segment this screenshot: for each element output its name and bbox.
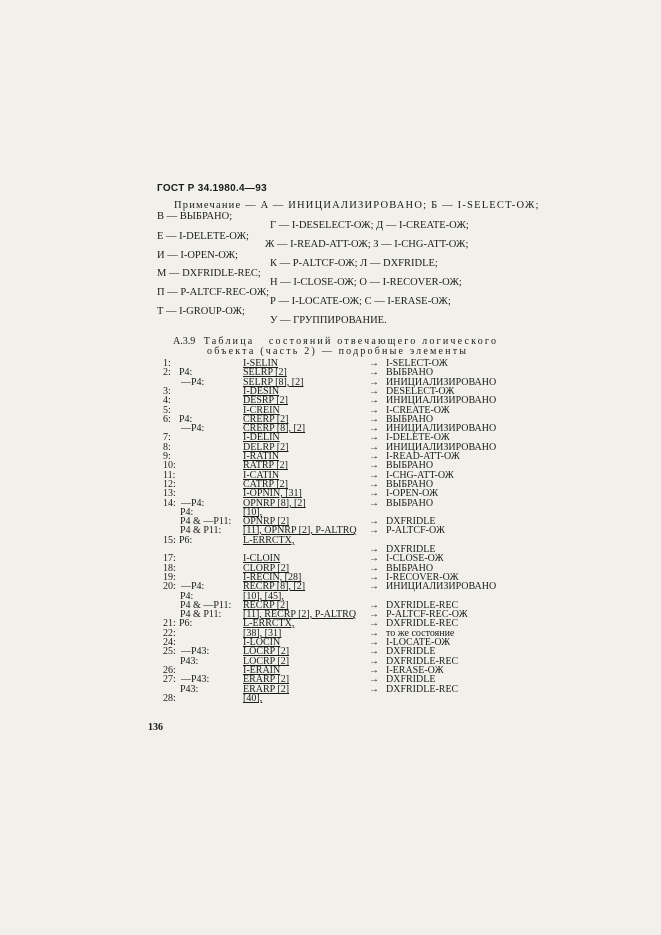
row-number: 10:: [163, 460, 176, 471]
row-condition: P4:: [180, 591, 194, 602]
arrow-icon: →: [369, 674, 379, 685]
note-line: К — P-ALTCF-ОЖ; Л — DXFRIDLE;: [270, 258, 438, 269]
row-event: LOCRP [2]: [243, 646, 290, 657]
row-event: I-RATIN: [243, 451, 280, 462]
arrow-icon: →: [369, 423, 379, 434]
row-event: I-SELIN: [243, 358, 278, 369]
note-line: И — I-OPEN-ОЖ;: [157, 250, 238, 261]
row-number: 13:: [163, 488, 176, 499]
row-condition: P4 & P11:: [180, 525, 222, 536]
row-event: CATRP [2]: [243, 479, 288, 490]
arrow-icon: →: [369, 377, 379, 388]
arrow-icon: →: [369, 544, 379, 555]
row-event: [11], RECRP [2], P-ALTRQ: [243, 609, 357, 620]
row-result: DXFRIDLE: [386, 674, 436, 685]
row-result: I-CHG-ATT-ОЖ: [386, 470, 454, 481]
table-row: [0, 554, 661, 564]
arrow-icon: →: [369, 572, 379, 583]
arrow-icon: →: [369, 637, 379, 648]
row-number: 4:: [163, 395, 171, 406]
row-number: 2:: [163, 367, 171, 378]
row-event: I-CREIN: [243, 405, 280, 416]
row-result: ИНИЦИАЛИЗИРОВАНО: [386, 423, 497, 434]
row-event: ERARP [2]: [243, 684, 290, 695]
row-event: L-ERRCTX,: [243, 535, 295, 546]
row-event: DESRP [2]: [243, 395, 288, 406]
row-number: 14:: [163, 498, 176, 509]
note-line: Г — I-DESELECT-ОЖ; Д — I-CREATE-ОЖ;: [270, 220, 469, 231]
row-condition: —P4:: [181, 377, 205, 388]
row-event: [10], [45],: [243, 591, 284, 602]
row-result: ИНИЦИАЛИЗИРОВАНО: [386, 377, 497, 388]
row-event: CRERP [2]: [243, 414, 289, 425]
table-row: [0, 526, 661, 536]
arrow-icon: →: [369, 367, 379, 378]
row-condition: —P4:: [181, 498, 205, 509]
row-event: I-LOCIN: [243, 637, 281, 648]
row-condition: P4:: [179, 414, 193, 425]
arrow-icon: →: [369, 405, 379, 416]
arrow-icon: →: [369, 395, 379, 406]
row-event: CRERP [8], [2]: [243, 423, 306, 434]
row-condition: P43:: [180, 656, 199, 667]
row-result: DXFRIDLE: [386, 544, 436, 555]
row-result: DXFRIDLE: [386, 516, 436, 527]
note-line: В — ВЫБРАНО;: [157, 211, 233, 222]
row-condition: P6:: [179, 535, 193, 546]
row-number: 12:: [163, 479, 176, 490]
arrow-icon: →: [369, 358, 379, 369]
table-row: [0, 396, 661, 406]
row-event: CLORP [2]: [243, 563, 290, 574]
page-number: 136: [148, 722, 163, 733]
row-event: [38], [31]: [243, 628, 282, 639]
table-caption-word: Таблица: [203, 336, 255, 347]
row-number: 21:: [163, 618, 176, 629]
row-result: ВЫБРАНО: [386, 460, 434, 471]
row-result: I-DELETE-ОЖ: [386, 432, 450, 443]
row-event: RECRP [2]: [243, 600, 289, 611]
row-number: 18:: [163, 563, 176, 574]
row-result: DXFRIDLE: [386, 646, 436, 657]
row-event: [10],: [243, 507, 263, 518]
arrow-icon: →: [369, 600, 379, 611]
arrow-icon: →: [369, 414, 379, 425]
row-number: 9:: [163, 451, 171, 462]
row-result: I-SELECT-ОЖ: [386, 358, 448, 369]
row-event: I-DELIN: [243, 432, 280, 443]
arrow-icon: →: [369, 470, 379, 481]
note-line: Е — I-DELETE-ОЖ;: [157, 231, 249, 242]
row-result: ИНИЦИАЛИЗИРОВАНО: [386, 581, 497, 592]
row-number: 7:: [163, 432, 171, 443]
row-condition: —P43:: [181, 646, 210, 657]
note-line: Р — I-LOCATE-ОЖ; С — I-ERASE-ОЖ;: [270, 296, 451, 307]
row-result: I-READ-ATT-ОЖ: [386, 451, 460, 462]
arrow-icon: →: [369, 479, 379, 490]
arrow-icon: →: [369, 516, 379, 527]
row-event: I-OPNIN, [31]: [243, 488, 302, 499]
arrow-icon: →: [369, 563, 379, 574]
row-condition: P4 & P11:: [180, 609, 222, 620]
note-line: Примечание — A — ИНИЦИАЛИЗИРОВАНО; Б — I-SELECT-ОЖ;: [174, 200, 540, 211]
arrow-icon: →: [369, 609, 379, 620]
row-result: I-CLOSE-ОЖ: [386, 553, 444, 564]
row-condition: —P43:: [181, 674, 210, 685]
row-result: ВЫБРАНО: [386, 367, 434, 378]
arrow-icon: →: [369, 525, 379, 536]
row-number: 8:: [163, 442, 171, 453]
row-result: DXFRIDLE-REC: [386, 684, 459, 695]
table-row: [0, 368, 661, 378]
row-event: ERARP [2]: [243, 674, 290, 685]
note-line: П — P-ALTCF-REC-ОЖ;: [157, 287, 270, 298]
table-row: [0, 433, 661, 443]
arrow-icon: →: [369, 432, 379, 443]
row-number: 19:: [163, 572, 176, 583]
row-event: DELRP [2]: [243, 442, 289, 453]
note-line: Т — I-GROUP-ОЖ;: [157, 306, 245, 317]
row-event: OPNRP [8], [2]: [243, 498, 306, 509]
row-number: 28:: [163, 693, 176, 704]
row-result: ИНИЦИАЛИЗИРОВАНО: [386, 395, 497, 406]
row-result: DXFRIDLE-REC: [386, 600, 459, 611]
row-number: 26:: [163, 665, 176, 676]
table-row: [0, 647, 661, 657]
row-condition: —P4:: [181, 423, 205, 434]
row-result: DXFRIDLE-REC: [386, 618, 459, 629]
row-number: 27:: [163, 674, 176, 685]
table-row: [0, 489, 661, 499]
arrow-icon: →: [369, 498, 379, 509]
row-condition: P4:: [179, 367, 193, 378]
row-result: ИНИЦИАЛИЗИРОВАНО: [386, 442, 497, 453]
row-result: I-ERASE-ОЖ: [386, 665, 444, 676]
row-event: I-ERAIN: [243, 665, 281, 676]
row-event: RECRP [8], [2]: [243, 581, 306, 592]
table-caption-line1: состояний отвечающего логического: [268, 336, 499, 347]
arrow-icon: →: [369, 684, 379, 695]
row-result: ВЫБРАНО: [386, 414, 434, 425]
row-event: SELRP [2]: [243, 367, 287, 378]
note-line: У — ГРУППИРОВАНИЕ.: [270, 315, 387, 326]
row-result: I-OPEN-ОЖ: [386, 488, 439, 499]
row-condition: P43:: [180, 684, 199, 695]
row-event: OPNRP [2]: [243, 516, 290, 527]
row-number: 3:: [163, 386, 171, 397]
row-number: 1:: [163, 358, 171, 369]
row-condition: P6:: [179, 618, 193, 629]
row-condition: P4 & —P11:: [180, 600, 232, 611]
arrow-icon: →: [369, 386, 379, 397]
row-number: 17:: [163, 553, 176, 564]
arrow-icon: →: [369, 628, 379, 639]
row-number: 6:: [163, 414, 171, 425]
note-line: М — DXFRIDLE-REC;: [157, 268, 261, 279]
row-result: то же состояние: [386, 628, 455, 639]
row-condition: P4 & —P11:: [180, 516, 232, 527]
row-event: SELRP [8], [2]: [243, 377, 304, 388]
row-result: P-ALTCF-REC-ОЖ: [386, 609, 468, 620]
row-event: I-CATIN: [243, 470, 280, 481]
row-condition: P4:: [180, 507, 194, 518]
row-number: 24:: [163, 637, 176, 648]
arrow-icon: →: [369, 665, 379, 676]
row-number: 22:: [163, 628, 176, 639]
arrow-icon: →: [369, 488, 379, 499]
row-number: 20:: [163, 581, 176, 592]
note-line: Н — I-CLOSE-ОЖ; О — I-RECOVER-ОЖ;: [270, 277, 462, 288]
row-event: I-DESIN: [243, 386, 280, 397]
row-number: 11:: [163, 470, 176, 481]
table-row: [0, 619, 661, 629]
standard-header: ГОСТ Р 34.1980.4—93: [157, 183, 267, 194]
table-row: [0, 582, 661, 592]
row-number: 15:: [163, 535, 176, 546]
table-number: А.3.9: [173, 336, 196, 347]
row-result: I-LOCATE-ОЖ: [386, 637, 451, 648]
arrow-icon: →: [369, 581, 379, 592]
row-result: I-CREATE-ОЖ: [386, 405, 450, 416]
row-result: P-ALTCF-ОЖ: [386, 525, 445, 536]
arrow-icon: →: [369, 451, 379, 462]
table-row: [0, 694, 661, 704]
row-event: LOCRP [2]: [243, 656, 290, 667]
row-result: ВЫБРАНО: [386, 563, 434, 574]
row-event: L-ERRCTX,: [243, 618, 295, 629]
row-condition: —P4:: [181, 581, 205, 592]
table-caption-line2: объекта (часть 2) — подробные элементы: [207, 346, 469, 357]
row-event: I-CLOIN: [243, 553, 281, 564]
arrow-icon: →: [369, 618, 379, 629]
arrow-icon: →: [369, 656, 379, 667]
row-result: ВЫБРАНО: [386, 479, 434, 490]
row-result: DXFRIDLE-REC: [386, 656, 459, 667]
arrow-icon: →: [369, 442, 379, 453]
arrow-icon: →: [369, 553, 379, 564]
row-result: DESELECT-ОЖ: [386, 386, 455, 397]
table-row: [0, 461, 661, 471]
row-number: 25:: [163, 646, 176, 657]
row-event: I-RECIN, [28]: [243, 572, 302, 583]
table-row: [0, 675, 661, 685]
arrow-icon: →: [369, 646, 379, 657]
row-number: 5:: [163, 405, 171, 416]
row-event: [11], OPNRP [2], P-ALTRQ: [243, 525, 357, 536]
note-line: Ж — I-READ-ATT-ОЖ; З — I-CHG-ATT-ОЖ;: [265, 239, 469, 250]
row-event: [40],: [243, 693, 263, 704]
arrow-icon: →: [369, 460, 379, 471]
table-caption-cont: [207, 346, 468, 357]
row-result: ВЫБРАНО: [386, 498, 434, 509]
row-event: RATRP [2]: [243, 460, 288, 471]
row-result: I-RECOVER-ОЖ: [386, 572, 459, 583]
